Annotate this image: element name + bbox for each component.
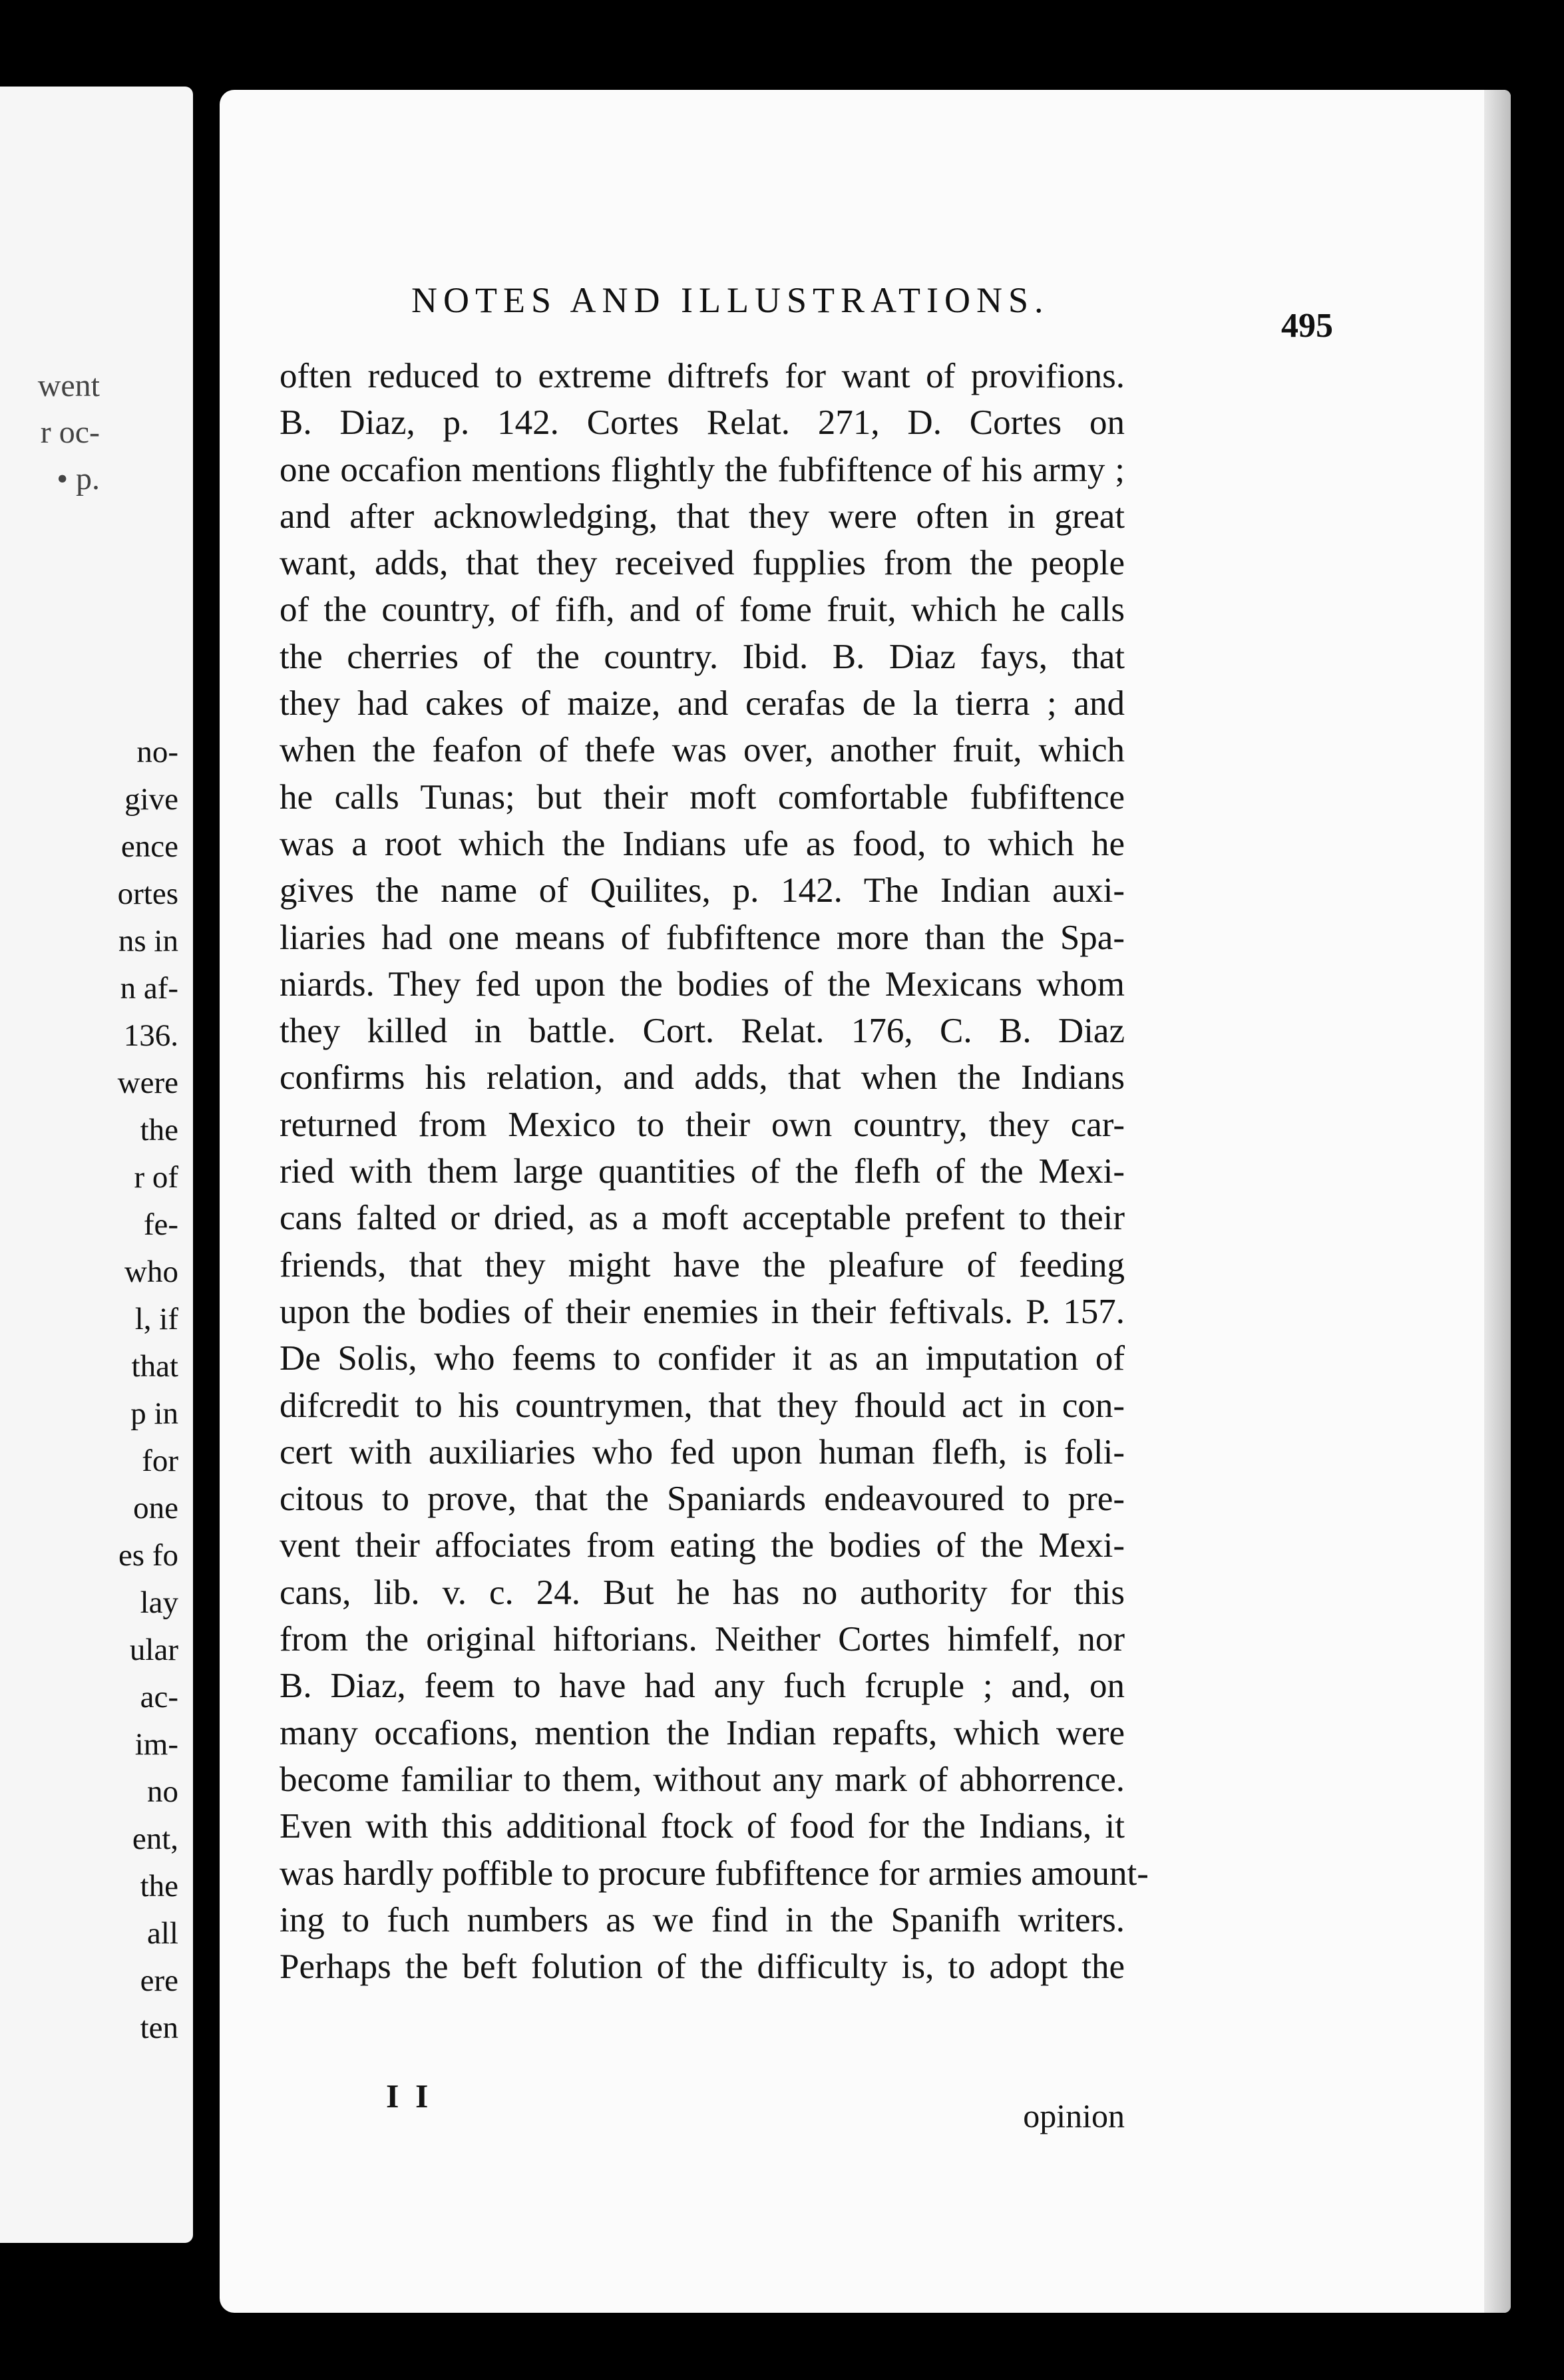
text-line: difcredit to his countrymen, that they fhould act in con- bbox=[280, 1386, 1125, 1425]
text-line: confirms his relation, and adds, that when the Indians bbox=[280, 1058, 1125, 1097]
facing-line: 136. bbox=[123, 1018, 178, 1053]
facing-line: l, if bbox=[134, 1302, 178, 1336]
text-line: was hardly poffible to procure fubfiftence for armies amount- bbox=[280, 1854, 1149, 1893]
text-line: friends, that they might have the pleafure of feeding bbox=[280, 1245, 1125, 1285]
text-line: of the country, of fifh, and of fome fruit, which he calls bbox=[280, 590, 1125, 630]
text-line: niards. They fed upon the bodies of the Mexicans whom bbox=[280, 964, 1125, 1004]
facing-line: all bbox=[147, 1916, 178, 1951]
facing-line: ent, bbox=[132, 1822, 178, 1856]
facing-line: ortes bbox=[117, 877, 178, 911]
facing-line: that bbox=[131, 1349, 178, 1384]
text-line: cans falted or dried, as a moft acceptable prefent to their bbox=[280, 1199, 1125, 1238]
facing-line: the bbox=[140, 1113, 178, 1147]
facing-page-top-fragments bbox=[0, 363, 100, 502]
facing-line: for bbox=[142, 1444, 178, 1478]
text-line: want, adds, that they received fupplies from the people bbox=[280, 544, 1125, 583]
page-edge bbox=[1484, 90, 1511, 2313]
facing-line: who bbox=[124, 1255, 178, 1289]
fragment: • p. bbox=[57, 461, 100, 496]
text-line: gives the name of Quilites, p. 142. The Indian auxi- bbox=[280, 871, 1125, 910]
text-line: many occafions, mention the Indian repafts, which were bbox=[280, 1713, 1125, 1752]
facing-line: ac- bbox=[140, 1680, 178, 1714]
fragment: went bbox=[37, 368, 100, 403]
body-text bbox=[280, 353, 1149, 1990]
facing-line: r of bbox=[134, 1160, 178, 1195]
text-line: citous to prove, that the Spaniards endeavoured to pre- bbox=[280, 1480, 1125, 1519]
main-page bbox=[220, 90, 1511, 2313]
text-line: cert with auxiliaries who fed upon human flefh, is foli- bbox=[280, 1432, 1125, 1472]
text-line: cans, lib. v. c. 24. But he has no authority for this bbox=[280, 1573, 1125, 1612]
facing-line: ten bbox=[140, 2011, 178, 2045]
text-line: and after acknowledging, that they were often in great bbox=[280, 496, 1125, 536]
facing-line: p in bbox=[130, 1396, 178, 1431]
facing-line: im- bbox=[134, 1727, 178, 1762]
text-line: from the original hiftorians. Neither Cortes himfelf, nor bbox=[280, 1620, 1125, 1659]
text-line: returned from Mexico to their own country, they car- bbox=[280, 1105, 1125, 1144]
text-line: they had cakes of maize, and cerafas de la tierra ; and bbox=[280, 684, 1125, 723]
facing-line: no bbox=[147, 1774, 178, 1809]
text-line: vent their affociates from eating the bodies of the Mexi- bbox=[280, 1526, 1125, 1565]
facing-line: ular bbox=[129, 1633, 178, 1667]
text-line: Even with this additional ftock of food for the Indians, it bbox=[280, 1807, 1125, 1846]
text-line: often reduced to extreme diftrefs for want of provifions. bbox=[280, 357, 1125, 395]
text-line: Perhaps the beft folution of the difficulty is, to adopt the bbox=[280, 1947, 1125, 1987]
page-number: 495 bbox=[1281, 307, 1333, 345]
facing-page bbox=[0, 87, 193, 2243]
facing-line: lay bbox=[140, 1585, 178, 1620]
text-line: when the feafon of thefe was over, another fruit, which bbox=[280, 731, 1125, 770]
facing-line: one bbox=[133, 1491, 178, 1525]
text-line: he calls Tunas; but their moft comfortable fubfiftence bbox=[280, 777, 1125, 817]
facing-line: ere bbox=[140, 1963, 178, 1998]
signature-mark: I I bbox=[386, 2077, 433, 2114]
text-line: liaries had one means of fubfiftence more than the Spa- bbox=[280, 918, 1125, 957]
facing-line: es fo bbox=[118, 1538, 178, 1573]
facing-page-line-ends bbox=[118, 729, 178, 2052]
facing-line: give bbox=[124, 782, 178, 817]
text-line: B. Diaz, feem to have had any fuch fcruple ; and, on bbox=[280, 1667, 1125, 1706]
text-line: ried with them large quantities of the flefh of the Mexi- bbox=[280, 1152, 1125, 1191]
text-line: one occafion mentions flightly the fubfiftence of his army ; bbox=[280, 450, 1125, 489]
text-line: become familiar to them, without any mark of abhorrence. bbox=[280, 1760, 1125, 1799]
facing-line: ence bbox=[120, 829, 178, 864]
text-line: the cherries of the country. Ibid. B. Diaz fays, that bbox=[280, 637, 1125, 676]
facing-line: ns in bbox=[118, 924, 178, 958]
text-line: was a root which the Indians ufe as food, to which he bbox=[280, 824, 1125, 863]
facing-line: n af- bbox=[120, 971, 178, 1006]
facing-line: no- bbox=[136, 735, 178, 769]
text-line: B. Diaz, p. 142. Cortes Relat. 271, D. Cortes on bbox=[280, 403, 1125, 443]
text-line: ing to fuch numbers as we find in the Spanifh writers. bbox=[280, 1900, 1125, 1939]
facing-line: were bbox=[117, 1066, 178, 1100]
facing-line: fe- bbox=[143, 1207, 178, 1242]
running-head: NOTES AND ILLUSTRATIONS. bbox=[411, 280, 1050, 320]
text-line: De Solis, who feems to confider it as an imputation of bbox=[280, 1339, 1125, 1378]
catchword: opinion bbox=[1023, 2097, 1125, 2134]
text-line: upon the bodies of their enemies in their feftivals. P. 157. bbox=[280, 1292, 1125, 1331]
facing-line: the bbox=[140, 1869, 178, 1903]
fragment: r oc- bbox=[40, 415, 100, 450]
text-line: they killed in battle. Cort. Relat. 176, C. B. Diaz bbox=[280, 1012, 1125, 1051]
